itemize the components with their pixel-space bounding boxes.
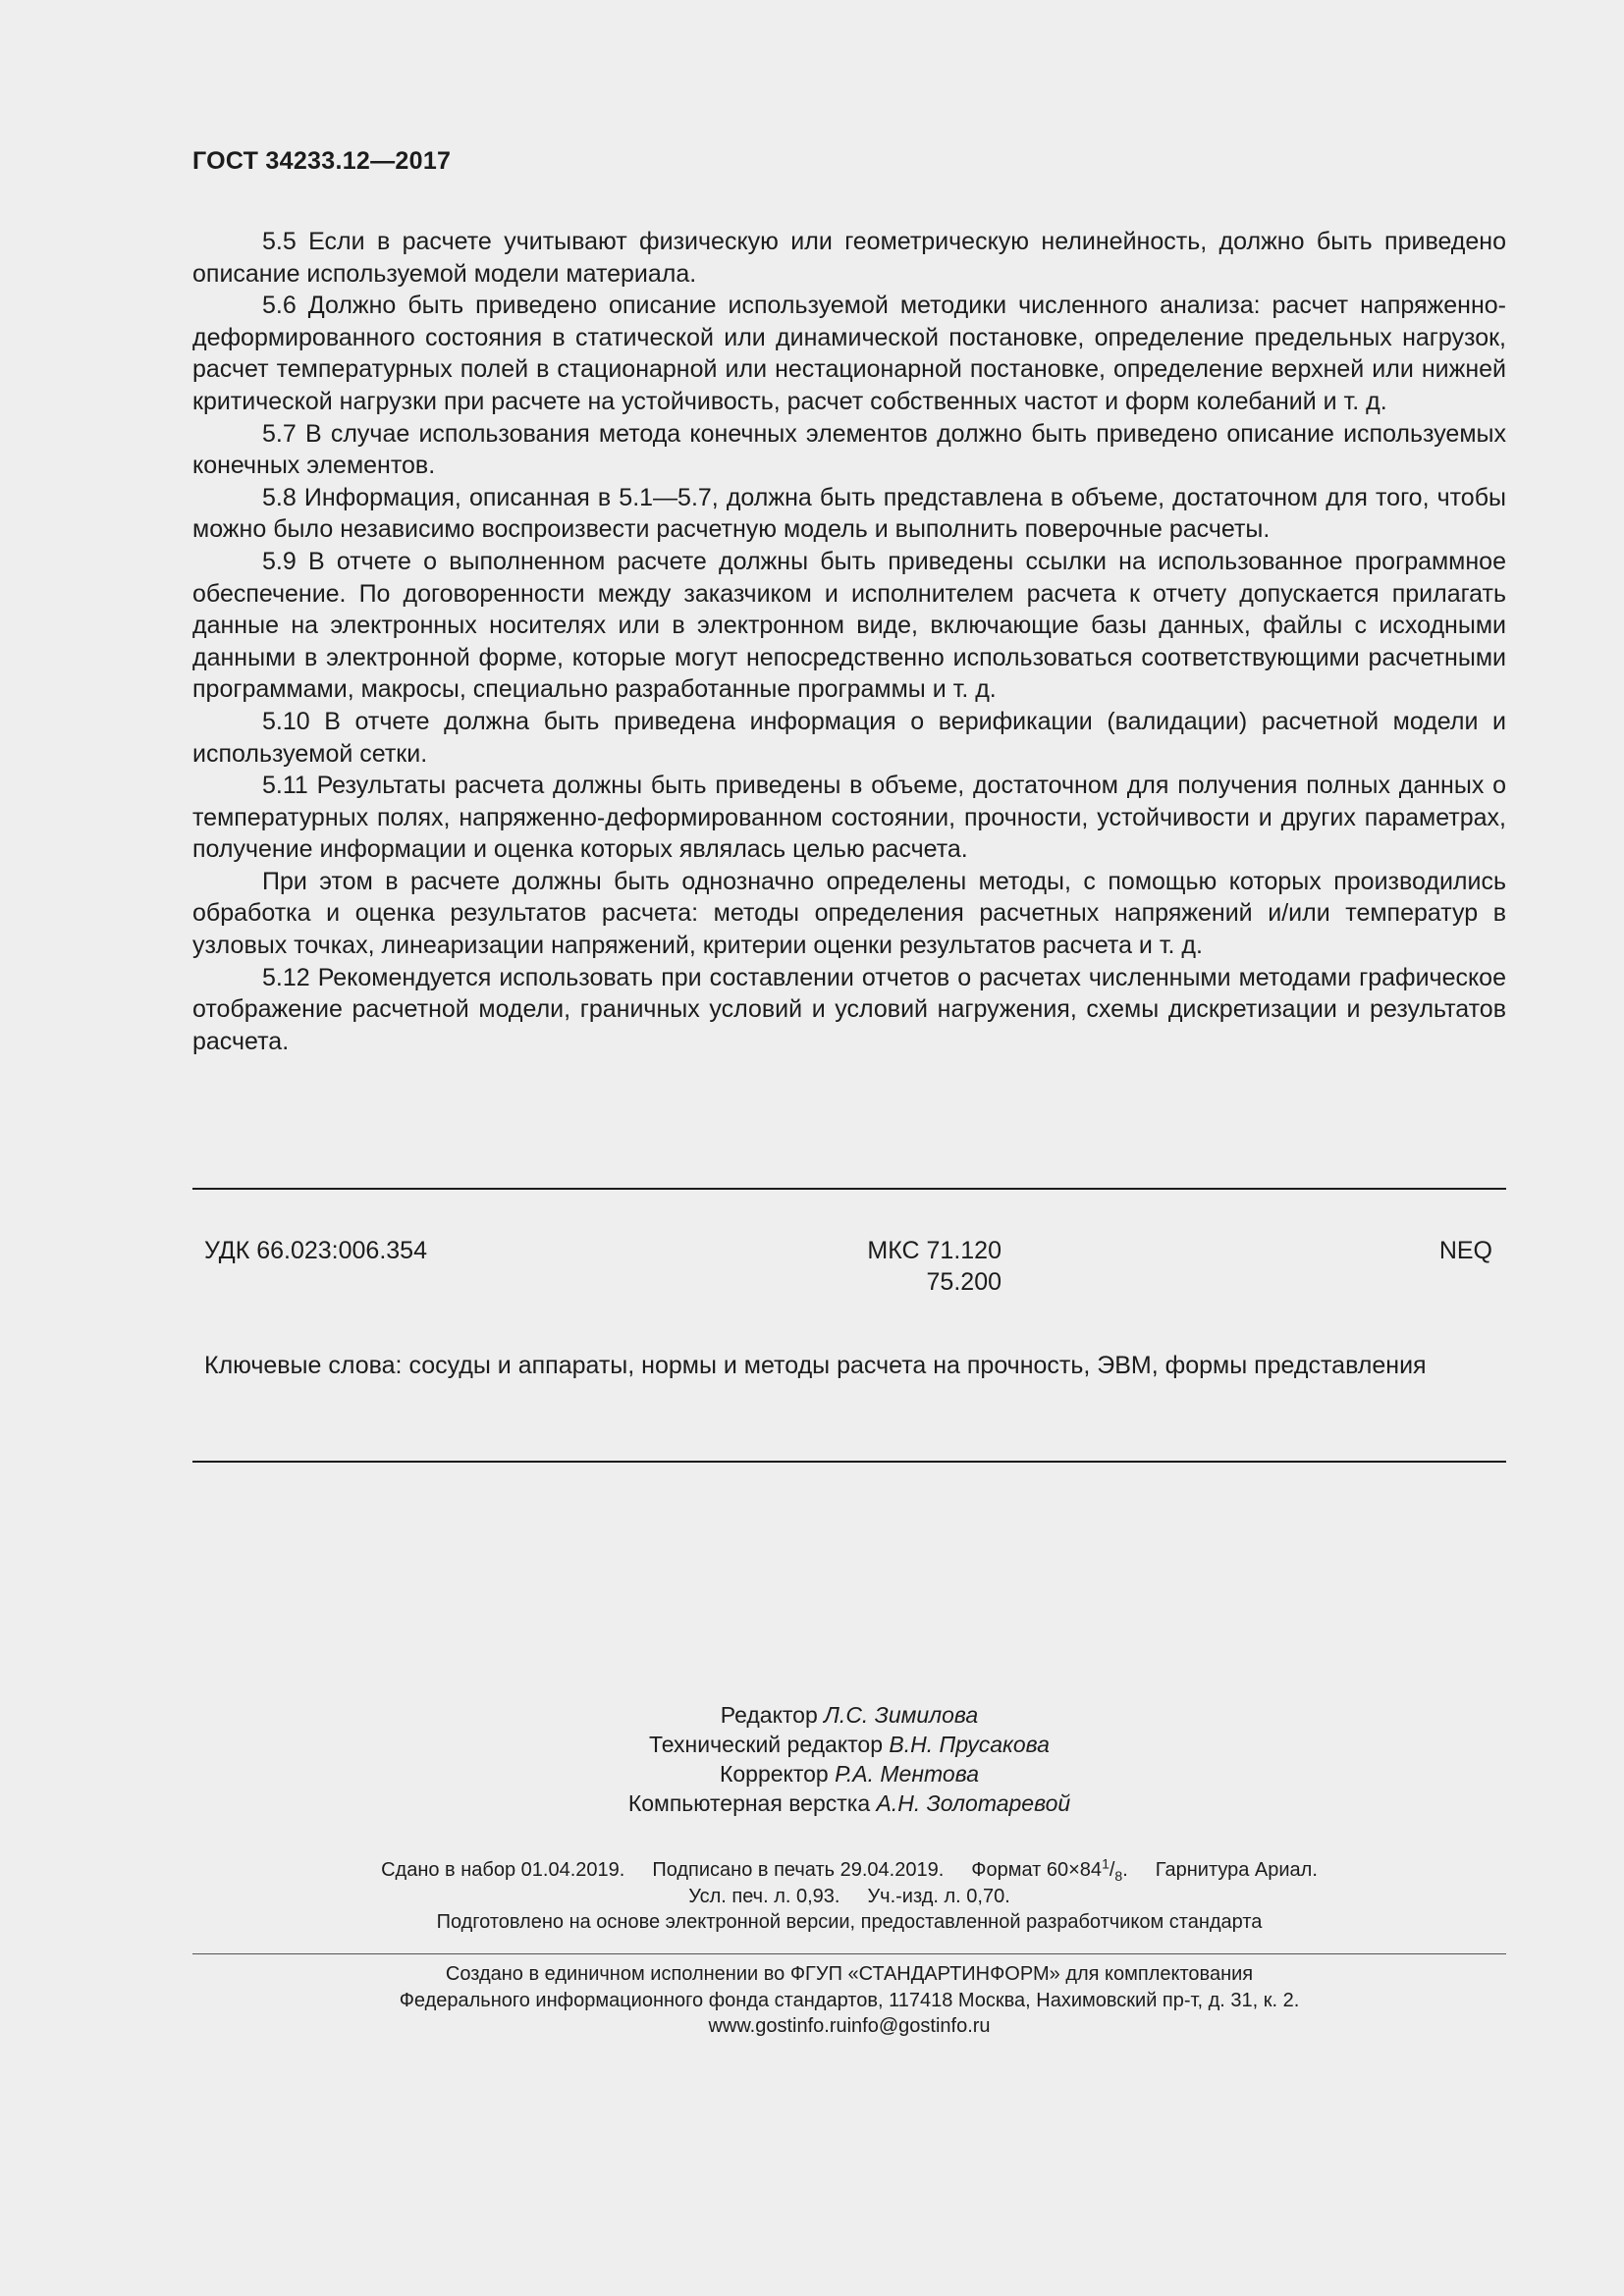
footer-line-1: Создано в единичном исполнении во ФГУП «СТАНДАРТИНФОРМ» для комплектования <box>445 1963 1254 1985</box>
credit-proofreader-name: Р.А. Ментова <box>835 1761 979 1787</box>
credit-layout-name: А.Н. Золотаревой <box>876 1790 1071 1816</box>
paragraph-5-5: 5.5 Если в расчете учитывают физическую или геометрическую нелинейность, должно быть приведено описание используемой модели материала. <box>192 228 1506 288</box>
paragraph-5-8: 5.8 Информация, описанная в 5.1—5.7, должна быть представлена в объеме, достаточном для того, чтобы можно было независимо воспроизвести расчетную модель и выполнить поверочные расчеты. <box>192 483 1506 544</box>
publisher-sheets: Уч.-изд. л. 0,70. <box>867 1885 1010 1907</box>
top-divider <box>192 1188 1506 1190</box>
imprint-line-2 <box>192 1884 1506 1910</box>
paragraph-5-11: 5.11 Результаты расчета должны быть приведены в объеме, достаточном для получения полных данных о температурных полях, напряженно-деформированном состоянии, прочности, устойчивости и других параметрах, получение информации и оценка которых являлась целью расчета. <box>192 772 1506 864</box>
imprint-divider <box>192 1953 1506 1954</box>
credit-proofreader: Корректор Р.А. Ментова <box>719 1761 979 1787</box>
footer-contacts <box>192 2013 1506 2040</box>
paragraph-5-10: 5.10 В отчете должна быть приведена информация о верификации (валидации) расчетной модели и используемой сетки. <box>192 707 1506 768</box>
credit-editor: Редактор Л.С. Зимилова <box>720 1702 979 1728</box>
keywords: Ключевые слова: сосуды и аппараты, нормы и методы расчета на прочность, ЭВМ, формы представления <box>204 1352 1427 1379</box>
credit-layout: Компьютерная верстка А.Н. Золотаревой <box>627 1790 1071 1816</box>
paragraph-5-11-continued: При этом в расчете должны быть однозначно определены методы, с помощью которых производились обработка и оценка результатов расчета: методы определения расчетных напряжений и/или температур в узловых точках, линеаризации напряжений, критерии оценки результатов расчета и т. д. <box>192 867 1506 960</box>
paragraph-5-12: 5.12 Рекомендуется использовать при составлении отчетов о расчетах численными методами графическое отображение расчетной модели, граничных условий и условий нагружения, схемы дискретизации и результатов расчета. <box>192 963 1506 1055</box>
bottom-divider <box>192 1461 1506 1463</box>
credit-editor-name: Л.С. Зимилова <box>824 1702 979 1728</box>
standard-number: ГОСТ 34233.12—2017 <box>192 147 452 175</box>
equivalence-mark: NEQ <box>1438 1237 1492 1264</box>
website-link[interactable]: www.gostinfo.ru <box>708 2015 847 2037</box>
typeface: Гарнитура Ариал. <box>1155 1859 1318 1881</box>
paragraph-5-9: 5.9 В отчете о выполненном расчете должны быть приведены ссылки на использованное программное обеспечение. По договоренности между заказчиком и исполнителем расчета к отчету допускается прилагать данные на электронных носителях или в электронном виде, включающие базы данных, файлы с исходными данными в электронной форме, которые могут непосредственно использоваться соответствующими расчетными программами, макросы, специально разработанные программы и т. д. <box>192 547 1506 704</box>
footer-line-2: Федерального информационного фонда стандартов, 117418 Москва, Нахимовский пр-т, д. 31, к. 2. <box>399 1989 1300 2011</box>
email-link[interactable]: info@gostinfo.ru <box>846 2015 991 2037</box>
credit-technical-editor: Технический редактор В.Н. Прусакова <box>649 1732 1050 1757</box>
mks-line-2: 75.200 <box>926 1268 1001 1296</box>
paragraph-5-6: 5.6 Должно быть приведено описание используемой методики численного анализа: расчет напряженно-деформированного состояния в статической или динамической постановке, определение предельных нагрузок, расчет температурных полей в стационарной или нестационарной постановке, определение верхней или нижней критической нагрузки при расчете на устойчивость, расчет собственных частот и форм колебаний и т. д. <box>192 292 1506 415</box>
print-sheets: Усл. печ. л. 0,93. <box>688 1885 840 1907</box>
imprint-block <box>192 1857 1506 1936</box>
udk-code: УДК 66.023:006.354 <box>204 1237 427 1264</box>
signed-date: Подписано в печать 29.04.2019. <box>652 1859 945 1881</box>
paragraph-5-7: 5.7 В случае использования метода конечных элементов должно быть приведено описание используемых конечных элементов. <box>192 419 1506 480</box>
mks-line-1: МКС 71.120 <box>867 1237 1001 1264</box>
mks-code <box>805 1235 1001 1298</box>
prepared-note: Подготовлено на основе электронной версии, предоставленной разработчиком стандарта <box>436 1911 1263 1933</box>
imprint-line-1 <box>192 1857 1506 1884</box>
publisher-footer <box>192 1961 1506 2040</box>
typeset-date: Сдано в набор 01.04.2019. <box>381 1859 625 1881</box>
document-header <box>192 147 451 176</box>
main-text <box>192 226 1506 1057</box>
credits-block <box>192 1700 1506 1818</box>
credit-technical-editor-name: В.Н. Прусакова <box>889 1732 1050 1757</box>
paper-format: Формат $60\times 84^1/_8$. <box>971 1855 1128 1884</box>
